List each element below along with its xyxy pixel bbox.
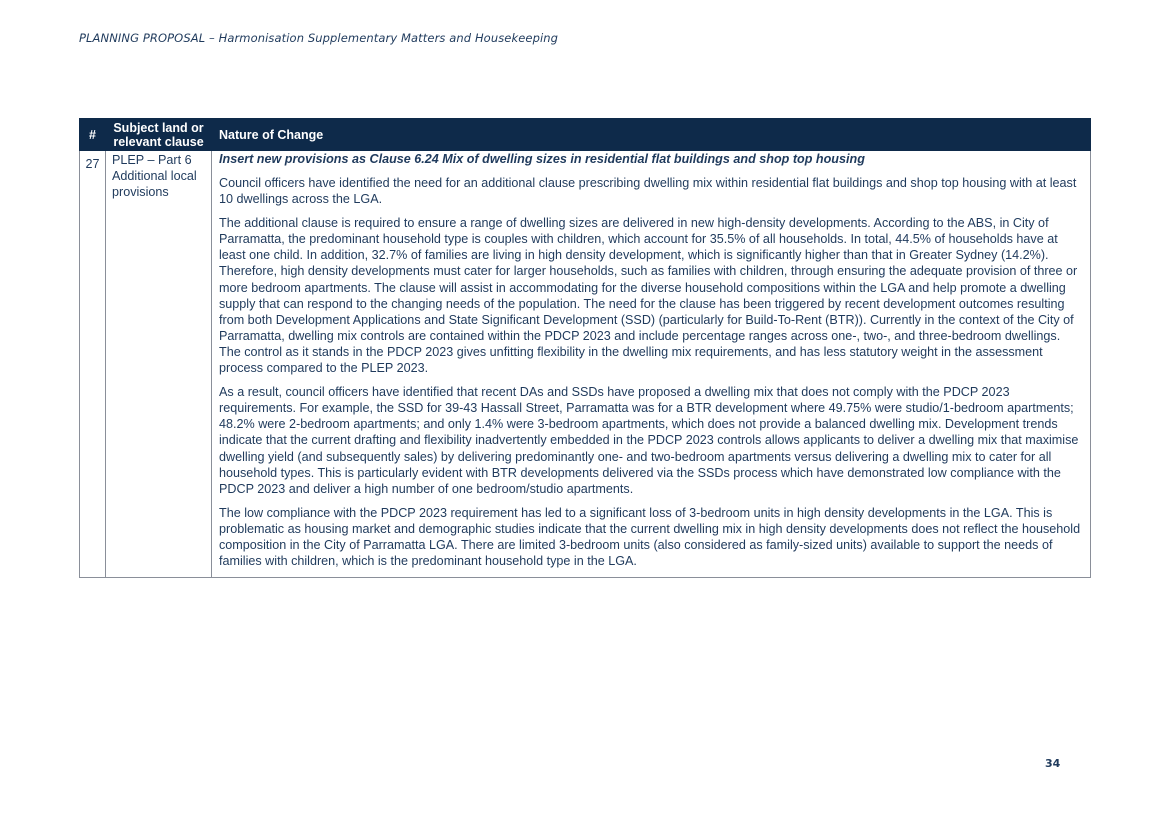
column-header-number: #: [80, 119, 106, 151]
row-change-cell: [212, 151, 1091, 578]
nature-of-change-table: [79, 118, 1091, 578]
column-header-change: Nature of Change: [212, 119, 1091, 151]
table-row: [80, 151, 1091, 578]
change-heading: Insert new provisions as Clause 6.24 Mix of dwelling sizes in residential flat buildings and shop top housing: [219, 152, 865, 166]
column-header-subject-line1: Subject land or: [113, 120, 204, 135]
column-header-subject-line2: relevant clause: [113, 134, 204, 149]
row-subject-cell: PLEP – Part 6 Additional local provisions: [106, 151, 212, 578]
change-paragraph-1: Council officers have identified the need for an additional clause prescribing dwelling mix within residential flat buildings and shop top housing with at least 10 dwellings across the LGA.: [219, 176, 1077, 207]
page-number: 34: [1045, 757, 1061, 770]
change-paragraph-3: As a result, council officers have identified that recent DAs and SSDs have proposed a dwelling mix that does not comply with the PDCP 2023 requirements. For example, the SSD for 39-43 Hassall Street, Parramatta was for a BTR development where 49.75% were studio/1-bedroom apartments; 48.2% were 2-bedroom apartments; and only 1.4% were 3-bedroom apartments, which does not provide a balanced dwelling mix. Development trends indicate that the current drafting and flexibility inadvertently embedded in the PDCP 2023 controls allows applicants to deliver a dwelling mix that maximise dwelling yield (and subsequently sales) by delivering predominantly one- and two-bedroom apartments versus delivering a dwelling mix to cater for all household types. This is particularly evident with BTR developments delivered via the SSDs process which have demonstrated low compliance with the PDCP 2023 and deliver a high number of one bedroom/studio apartments.: [219, 385, 1079, 496]
column-header-subject: [106, 119, 212, 151]
table-header-row: [80, 119, 1091, 151]
running-header-title: PLANNING PROPOSAL – Harmonisation Supplementary Matters and Housekeeping: [79, 31, 559, 45]
change-paragraph-2: The additional clause is required to ensure a range of dwelling sizes are delivered in new high-density developments. According to the ABS, in City of Parramatta, the predominant household type is couples with children, which account for 35.5% of all households. In total, 44.5% of households have at least one child. In addition, 32.7% of families are living in high density development, which is significantly higher than that in Greater Sydney (14.2%). Therefore, high density developments must cater for larger households, such as families with children, through ensuring the adequate provision of three or more bedroom apartments. The clause will assist in accommodating for the diverse household compositions within the LGA and help promote a dwelling supply that can respond to the changing needs of the population. The need for the clause has been triggered by recent development outcomes resulting from both Development Applications and State Significant Development (SSD) (particularly for Build-To-Rent (BTR)). Currently in the context of the City of Parramatta, dwelling mix controls are contained within the PDCP 2023 and include percentage ranges across one-, two-, and three-bedroom dwellings. The control as it stands in the PDCP 2023 gives unfitting flexibility in the dwelling mix requirements, and has less statutory weight in the assessment process compared to the PLEP 2023.: [219, 216, 1078, 376]
change-paragraph-4: The low compliance with the PDCP 2023 requirement has led to a significant loss of 3-bedroom units in high density developments in the LGA. This is problematic as housing market and demographic studies indicate that the current dwelling mix in high density developments does not reflect the household composition in the City of Parramatta LGA. There are limited 3-bedroom units (also considered as family-sized units) available to support the needs of families with children, which is the predominant household type in the LGA.: [219, 505, 1081, 569]
row-number-cell: 27: [80, 151, 106, 578]
